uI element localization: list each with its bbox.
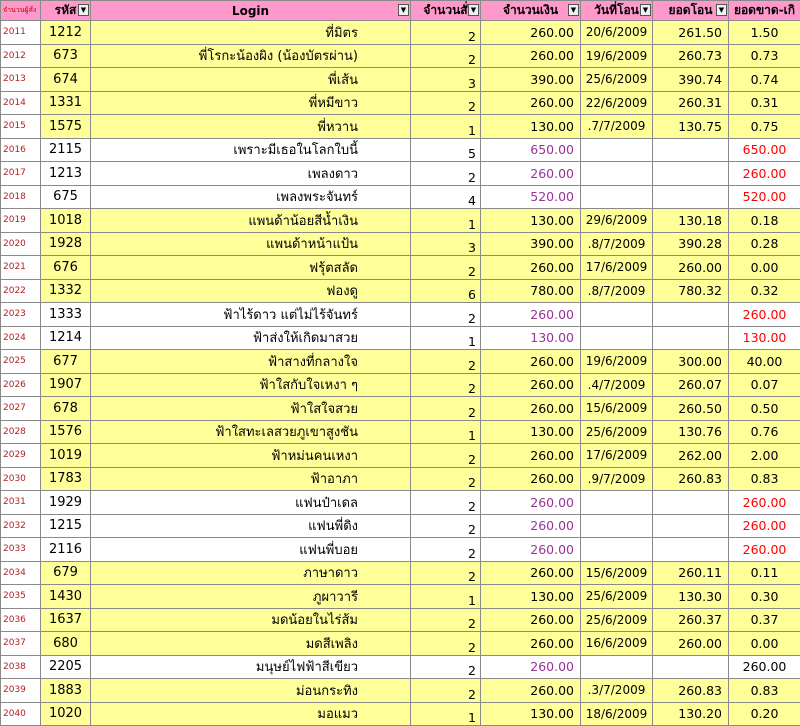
transfer-date-cell[interactable]	[581, 303, 653, 327]
header-label: รหัส	[55, 3, 77, 17]
row-number-cell: 2013	[1, 68, 41, 92]
balance-cell[interactable]: 0.83	[729, 467, 800, 491]
balance-cell[interactable]: 0.00	[729, 632, 800, 656]
balance-cell[interactable]: 0.50	[729, 397, 800, 421]
table-row[interactable]	[1, 115, 800, 139]
transferred-cell[interactable]	[653, 514, 729, 538]
table-row[interactable]	[1, 679, 800, 703]
qty-cell[interactable]: 6	[411, 279, 481, 303]
transfer-date-cell[interactable]: .8/7/2009	[581, 279, 653, 303]
transferred-cell[interactable]: 300.00	[653, 350, 729, 374]
code-cell[interactable]: 1929	[41, 491, 91, 515]
table-row[interactable]	[1, 561, 800, 585]
login-cell[interactable]: ฟ้าสางที่กลางใจ	[91, 350, 411, 374]
login-cell[interactable]: ฟ้าใสทะเลสวยภูเขาสูงชัน	[91, 420, 411, 444]
table-row[interactable]	[1, 491, 800, 515]
table-row[interactable]	[1, 373, 800, 397]
qty-cell[interactable]: 2	[411, 162, 481, 186]
amount-cell[interactable]: 260.00	[481, 491, 581, 515]
header-amount	[481, 1, 581, 21]
code-cell[interactable]: 1018	[41, 209, 91, 233]
amount-cell[interactable]: 260.00	[481, 444, 581, 468]
balance-cell[interactable]: 260.00	[729, 655, 800, 679]
filter-dropdown-icon[interactable]: ▼	[468, 4, 479, 16]
qty-cell[interactable]: 2	[411, 256, 481, 280]
code-cell[interactable]: 1928	[41, 232, 91, 256]
code-cell[interactable]: 679	[41, 561, 91, 585]
code-cell[interactable]: 1331	[41, 91, 91, 115]
transfer-date-cell[interactable]: .4/7/2009	[581, 373, 653, 397]
amount-cell[interactable]: 260.00	[481, 679, 581, 703]
balance-cell[interactable]: 520.00	[729, 185, 800, 209]
transfer-date-cell[interactable]: 18/6/2009	[581, 702, 653, 726]
row-number-cell: 2015	[1, 115, 41, 139]
table-row[interactable]	[1, 209, 800, 233]
filter-dropdown-icon[interactable]: ▼	[398, 4, 409, 16]
qty-cell[interactable]: 2	[411, 444, 481, 468]
row-number-cell: 2035	[1, 585, 41, 609]
row-number-cell: 2028	[1, 420, 41, 444]
table-row[interactable]	[1, 326, 800, 350]
transferred-cell[interactable]: 390.28	[653, 232, 729, 256]
transferred-cell[interactable]: 260.00	[653, 256, 729, 280]
amount-cell[interactable]: 260.00	[481, 373, 581, 397]
header-label: ยอดโอน	[669, 3, 713, 17]
code-cell[interactable]: 675	[41, 185, 91, 209]
amount-cell[interactable]: 260.00	[481, 91, 581, 115]
amount-cell[interactable]: 260.00	[481, 162, 581, 186]
balance-cell[interactable]: 0.11	[729, 561, 800, 585]
row-number-cell: 2024	[1, 326, 41, 350]
qty-cell[interactable]: 5	[411, 138, 481, 162]
code-cell[interactable]: 676	[41, 256, 91, 280]
transfer-date-cell[interactable]	[581, 185, 653, 209]
amount-cell[interactable]: 260.00	[481, 514, 581, 538]
transferred-cell[interactable]: 130.75	[653, 115, 729, 139]
amount-cell[interactable]: 130.00	[481, 115, 581, 139]
qty-cell[interactable]: 2	[411, 632, 481, 656]
balance-cell[interactable]: 0.76	[729, 420, 800, 444]
row-number-cell: 2019	[1, 209, 41, 233]
login-cell[interactable]: เพลงดาว	[91, 162, 411, 186]
header-label: ยอดขาด-เกิ	[734, 3, 795, 17]
transferred-cell[interactable]	[653, 538, 729, 562]
table-row[interactable]	[1, 279, 800, 303]
transfer-date-cell[interactable]: 19/6/2009	[581, 350, 653, 374]
code-cell[interactable]: 1019	[41, 444, 91, 468]
login-cell[interactable]: ภูผาวารี	[91, 585, 411, 609]
table-row[interactable]	[1, 44, 800, 68]
login-cell[interactable]: ฟองดู	[91, 279, 411, 303]
transfer-date-cell[interactable]	[581, 491, 653, 515]
code-cell[interactable]: 674	[41, 68, 91, 92]
qty-cell[interactable]: 2	[411, 373, 481, 397]
row-number-cell: 2022	[1, 279, 41, 303]
transfer-date-cell[interactable]	[581, 655, 653, 679]
qty-cell[interactable]: 1	[411, 115, 481, 139]
code-cell[interactable]: 2115	[41, 138, 91, 162]
qty-cell[interactable]: 2	[411, 561, 481, 585]
login-cell[interactable]: พี่โรกะน้องผิง (น้องบัตรผ่าน)	[91, 44, 411, 68]
qty-cell[interactable]: 2	[411, 608, 481, 632]
amount-cell[interactable]: 260.00	[481, 467, 581, 491]
qty-cell[interactable]: 2	[411, 303, 481, 327]
header-row	[1, 1, 800, 21]
transferred-cell[interactable]: 260.83	[653, 679, 729, 703]
qty-cell[interactable]: 1	[411, 209, 481, 233]
row-number-cell: 2012	[1, 44, 41, 68]
transferred-cell[interactable]	[653, 303, 729, 327]
table-row[interactable]	[1, 655, 800, 679]
row-number-cell: 2018	[1, 185, 41, 209]
login-cell[interactable]: ที่มิตร	[91, 21, 411, 45]
header-label: วันที่โอน	[594, 3, 639, 17]
login-cell[interactable]: เพลงพระจันทร์	[91, 185, 411, 209]
transferred-cell[interactable]: 260.73	[653, 44, 729, 68]
transfer-date-cell[interactable]: 16/6/2009	[581, 632, 653, 656]
transferred-cell[interactable]: 260.00	[653, 632, 729, 656]
transfer-date-cell[interactable]: 19/6/2009	[581, 44, 653, 68]
transfer-date-cell[interactable]: 15/6/2009	[581, 561, 653, 585]
amount-cell[interactable]: 130.00	[481, 702, 581, 726]
table-row[interactable]	[1, 397, 800, 421]
balance-cell[interactable]: 130.00	[729, 326, 800, 350]
login-cell[interactable]: พี่เส้น	[91, 68, 411, 92]
balance-cell[interactable]: 0.75	[729, 115, 800, 139]
code-cell[interactable]: 680	[41, 632, 91, 656]
login-cell[interactable]: ฟ้าส่งให้เกิดมาสวย	[91, 326, 411, 350]
amount-cell[interactable]: 130.00	[481, 326, 581, 350]
amount-cell[interactable]: 260.00	[481, 608, 581, 632]
login-cell[interactable]: แฟนพี่บอย	[91, 538, 411, 562]
amount-cell[interactable]: 260.00	[481, 303, 581, 327]
qty-cell[interactable]: 2	[411, 21, 481, 45]
qty-cell[interactable]: 3	[411, 68, 481, 92]
qty-cell[interactable]: 2	[411, 538, 481, 562]
transfer-date-cell[interactable]: 20/6/2009	[581, 21, 653, 45]
transferred-cell[interactable]: 260.50	[653, 397, 729, 421]
table-row[interactable]	[1, 420, 800, 444]
transfer-date-cell[interactable]: .7/7/2009	[581, 115, 653, 139]
amount-cell[interactable]: 260.00	[481, 350, 581, 374]
amount-cell[interactable]: 130.00	[481, 585, 581, 609]
amount-cell[interactable]: 520.00	[481, 185, 581, 209]
transferred-cell[interactable]: 262.00	[653, 444, 729, 468]
amount-cell[interactable]: 780.00	[481, 279, 581, 303]
transferred-cell[interactable]: 130.20	[653, 702, 729, 726]
transferred-cell[interactable]: 260.37	[653, 608, 729, 632]
header-label: Login	[232, 4, 269, 18]
amount-cell[interactable]: 390.00	[481, 232, 581, 256]
balance-cell[interactable]: 0.73	[729, 44, 800, 68]
transfer-date-cell[interactable]: 22/6/2009	[581, 91, 653, 115]
header-transferred	[653, 1, 729, 21]
amount-cell[interactable]: 650.00	[481, 138, 581, 162]
balance-cell[interactable]: 260.00	[729, 491, 800, 515]
header-login	[91, 1, 411, 21]
balance-cell[interactable]: 0.30	[729, 585, 800, 609]
header-label: จำนวนผู้สั่ง	[3, 6, 36, 14]
table-row[interactable]	[1, 514, 800, 538]
qty-cell[interactable]: 1	[411, 326, 481, 350]
qty-cell[interactable]: 2	[411, 44, 481, 68]
table-row[interactable]	[1, 68, 800, 92]
balance-cell[interactable]: 260.00	[729, 514, 800, 538]
code-cell[interactable]: 1907	[41, 373, 91, 397]
row-number-cell: 2023	[1, 303, 41, 327]
transferred-cell[interactable]	[653, 138, 729, 162]
balance-cell[interactable]: 0.28	[729, 232, 800, 256]
header-qty	[411, 1, 481, 21]
code-cell[interactable]: 678	[41, 397, 91, 421]
login-cell[interactable]: มนุษย์ไฟฟ้าสีเขียว	[91, 655, 411, 679]
login-cell[interactable]: ฟ้าอาภา	[91, 467, 411, 491]
transfer-date-cell[interactable]: .8/7/2009	[581, 232, 653, 256]
header-transfer-date	[581, 1, 653, 21]
transferred-cell[interactable]: 130.18	[653, 209, 729, 233]
balance-cell[interactable]: 0.83	[729, 679, 800, 703]
row-number-cell: 2031	[1, 491, 41, 515]
row-number-cell: 2026	[1, 373, 41, 397]
qty-cell[interactable]: 3	[411, 232, 481, 256]
balance-cell[interactable]: 0.74	[729, 68, 800, 92]
filter-dropdown-icon[interactable]: ▼	[568, 4, 579, 16]
qty-cell[interactable]: 2	[411, 514, 481, 538]
qty-cell[interactable]: 2	[411, 397, 481, 421]
qty-cell[interactable]: 2	[411, 350, 481, 374]
amount-cell[interactable]: 260.00	[481, 256, 581, 280]
transfer-date-cell[interactable]	[581, 514, 653, 538]
table-row[interactable]	[1, 467, 800, 491]
table-row[interactable]	[1, 702, 800, 726]
table-row[interactable]	[1, 632, 800, 656]
transfer-date-cell[interactable]	[581, 162, 653, 186]
balance-cell[interactable]: 260.00	[729, 162, 800, 186]
qty-cell[interactable]: 4	[411, 185, 481, 209]
code-cell[interactable]: 1020	[41, 702, 91, 726]
balance-cell[interactable]: 0.31	[729, 91, 800, 115]
transferred-cell[interactable]: 780.32	[653, 279, 729, 303]
transferred-cell[interactable]: 260.07	[653, 373, 729, 397]
login-cell[interactable]: แพนด้าหน้าแป้น	[91, 232, 411, 256]
transfer-date-cell[interactable]: .3/7/2009	[581, 679, 653, 703]
login-cell[interactable]: ฟ้าใสใจสวย	[91, 397, 411, 421]
amount-cell[interactable]: 260.00	[481, 397, 581, 421]
row-number-cell: 2021	[1, 256, 41, 280]
row-number-cell: 2039	[1, 679, 41, 703]
transfer-date-cell[interactable]: 17/6/2009	[581, 256, 653, 280]
row-number-cell: 2014	[1, 91, 41, 115]
transferred-cell[interactable]	[653, 326, 729, 350]
row-number-cell: 2029	[1, 444, 41, 468]
code-cell[interactable]: 2116	[41, 538, 91, 562]
amount-cell[interactable]: 260.00	[481, 44, 581, 68]
qty-cell[interactable]: 2	[411, 467, 481, 491]
transferred-cell[interactable]: 130.76	[653, 420, 729, 444]
code-cell[interactable]: 1783	[41, 467, 91, 491]
transferred-cell[interactable]	[653, 185, 729, 209]
filter-dropdown-icon[interactable]: ▼	[78, 4, 89, 16]
code-cell[interactable]: 1215	[41, 514, 91, 538]
balance-cell[interactable]: 0.00	[729, 256, 800, 280]
row-number-cell: 2040	[1, 702, 41, 726]
login-cell[interactable]: เพราะมีเธอในโลกใบนี้	[91, 138, 411, 162]
login-cell[interactable]: มดน้อยในไร่ส้ม	[91, 608, 411, 632]
row-number-cell: 2032	[1, 514, 41, 538]
login-cell[interactable]: มอแมว	[91, 702, 411, 726]
login-cell[interactable]: พี่หวาน	[91, 115, 411, 139]
login-cell[interactable]: แฟนพี่ดิง	[91, 514, 411, 538]
login-cell[interactable]: มดสีเพลิง	[91, 632, 411, 656]
balance-cell[interactable]: 1.50	[729, 21, 800, 45]
code-cell[interactable]: 1212	[41, 21, 91, 45]
qty-cell[interactable]: 2	[411, 91, 481, 115]
table-row[interactable]	[1, 232, 800, 256]
header-row-no	[1, 1, 41, 21]
header-label: จำนวนสั่	[423, 3, 467, 17]
row-number-cell: 2016	[1, 138, 41, 162]
login-cell[interactable]: ฟรุ้ตสลัด	[91, 256, 411, 280]
balance-cell[interactable]: 650.00	[729, 138, 800, 162]
transfer-date-cell[interactable]: 25/6/2009	[581, 585, 653, 609]
table-row[interactable]	[1, 91, 800, 115]
transfer-date-cell[interactable]	[581, 138, 653, 162]
row-number-cell: 2037	[1, 632, 41, 656]
balance-cell[interactable]: 0.37	[729, 608, 800, 632]
balance-cell[interactable]: 2.00	[729, 444, 800, 468]
code-cell[interactable]: 673	[41, 44, 91, 68]
login-cell[interactable]: ฟ้าใสกับใจเหงา ๆ	[91, 373, 411, 397]
table-row[interactable]	[1, 350, 800, 374]
table-row[interactable]	[1, 185, 800, 209]
code-cell[interactable]: 1575	[41, 115, 91, 139]
code-cell[interactable]: 1214	[41, 326, 91, 350]
amount-cell[interactable]: 260.00	[481, 538, 581, 562]
transferred-cell[interactable]	[653, 162, 729, 186]
qty-cell[interactable]: 2	[411, 491, 481, 515]
row-number-cell: 2036	[1, 608, 41, 632]
row-number-cell: 2038	[1, 655, 41, 679]
login-cell[interactable]: ฟ้าไร้ดาว แต่ไม่ไร้จันทร์	[91, 303, 411, 327]
code-cell[interactable]: 2205	[41, 655, 91, 679]
balance-cell[interactable]: 260.00	[729, 538, 800, 562]
transfer-date-cell[interactable]	[581, 326, 653, 350]
table-row[interactable]	[1, 444, 800, 468]
transfer-date-cell[interactable]: 29/6/2009	[581, 209, 653, 233]
code-cell[interactable]: 1430	[41, 585, 91, 609]
filter-dropdown-icon[interactable]: ▼	[716, 4, 727, 16]
row-number-cell: 2030	[1, 467, 41, 491]
transfer-date-cell[interactable]: 25/6/2009	[581, 608, 653, 632]
qty-cell[interactable]: 2	[411, 655, 481, 679]
transferred-cell[interactable]: 260.11	[653, 561, 729, 585]
table-row[interactable]	[1, 162, 800, 186]
row-number-cell: 2020	[1, 232, 41, 256]
header-code	[41, 1, 91, 21]
code-cell[interactable]: 677	[41, 350, 91, 374]
balance-cell[interactable]: 260.00	[729, 303, 800, 327]
amount-cell[interactable]: 260.00	[481, 632, 581, 656]
login-cell[interactable]: แฟนป๋าเดล	[91, 491, 411, 515]
transferred-cell[interactable]: 260.83	[653, 467, 729, 491]
row-number-cell: 2017	[1, 162, 41, 186]
code-cell[interactable]: 1883	[41, 679, 91, 703]
table-row[interactable]	[1, 585, 800, 609]
code-cell[interactable]: 1332	[41, 279, 91, 303]
row-number-cell: 2011	[1, 21, 41, 45]
table-row[interactable]	[1, 303, 800, 327]
amount-cell[interactable]: 130.00	[481, 209, 581, 233]
table-row[interactable]	[1, 138, 800, 162]
transferred-cell[interactable]: 260.31	[653, 91, 729, 115]
row-number-cell: 2033	[1, 538, 41, 562]
balance-cell[interactable]: 0.07	[729, 373, 800, 397]
code-cell[interactable]: 1213	[41, 162, 91, 186]
row-number-cell: 2025	[1, 350, 41, 374]
balance-cell[interactable]: 0.32	[729, 279, 800, 303]
transferred-cell[interactable]	[653, 655, 729, 679]
code-cell[interactable]: 1637	[41, 608, 91, 632]
amount-cell[interactable]: 260.00	[481, 655, 581, 679]
amount-cell[interactable]: 130.00	[481, 420, 581, 444]
balance-cell[interactable]: 0.20	[729, 702, 800, 726]
row-number-cell: 2034	[1, 561, 41, 585]
table-row[interactable]	[1, 608, 800, 632]
header-label: จำนวนเงิน	[503, 3, 558, 17]
row-number-cell: 2027	[1, 397, 41, 421]
table-body	[1, 21, 800, 726]
qty-cell[interactable]: 2	[411, 679, 481, 703]
transferred-cell[interactable]: 261.50	[653, 21, 729, 45]
login-cell[interactable]: ม่อนกระทิง	[91, 679, 411, 703]
login-cell[interactable]: ฟ้าหม่นคนเหงา	[91, 444, 411, 468]
table-row[interactable]	[1, 21, 800, 45]
qty-cell[interactable]: 1	[411, 702, 481, 726]
transfer-date-cell[interactable]: 25/6/2009	[581, 68, 653, 92]
amount-cell[interactable]: 260.00	[481, 21, 581, 45]
transferred-cell[interactable]: 390.74	[653, 68, 729, 92]
qty-cell[interactable]: 1	[411, 420, 481, 444]
amount-cell[interactable]: 260.00	[481, 561, 581, 585]
table-row[interactable]	[1, 538, 800, 562]
table-row[interactable]	[1, 256, 800, 280]
transfer-date-cell[interactable]: .9/7/2009	[581, 467, 653, 491]
code-cell[interactable]: 1333	[41, 303, 91, 327]
transfer-date-cell[interactable]: 25/6/2009	[581, 420, 653, 444]
login-cell[interactable]: ภาษาดาว	[91, 561, 411, 585]
login-cell[interactable]: พี่หมีขาว	[91, 91, 411, 115]
amount-cell[interactable]: 390.00	[481, 68, 581, 92]
login-cell[interactable]: แพนด้าน้อยสีน้ำเงิน	[91, 209, 411, 233]
balance-cell[interactable]: 0.18	[729, 209, 800, 233]
header-balance	[729, 1, 800, 21]
balance-cell[interactable]: 40.00	[729, 350, 800, 374]
transfer-date-cell[interactable]: 17/6/2009	[581, 444, 653, 468]
transfer-date-cell[interactable]: 15/6/2009	[581, 397, 653, 421]
code-cell[interactable]: 1576	[41, 420, 91, 444]
transfer-date-cell[interactable]	[581, 538, 653, 562]
transferred-cell[interactable]	[653, 491, 729, 515]
transferred-cell[interactable]: 130.30	[653, 585, 729, 609]
qty-cell[interactable]: 1	[411, 585, 481, 609]
filter-dropdown-icon[interactable]: ▼	[640, 4, 651, 16]
